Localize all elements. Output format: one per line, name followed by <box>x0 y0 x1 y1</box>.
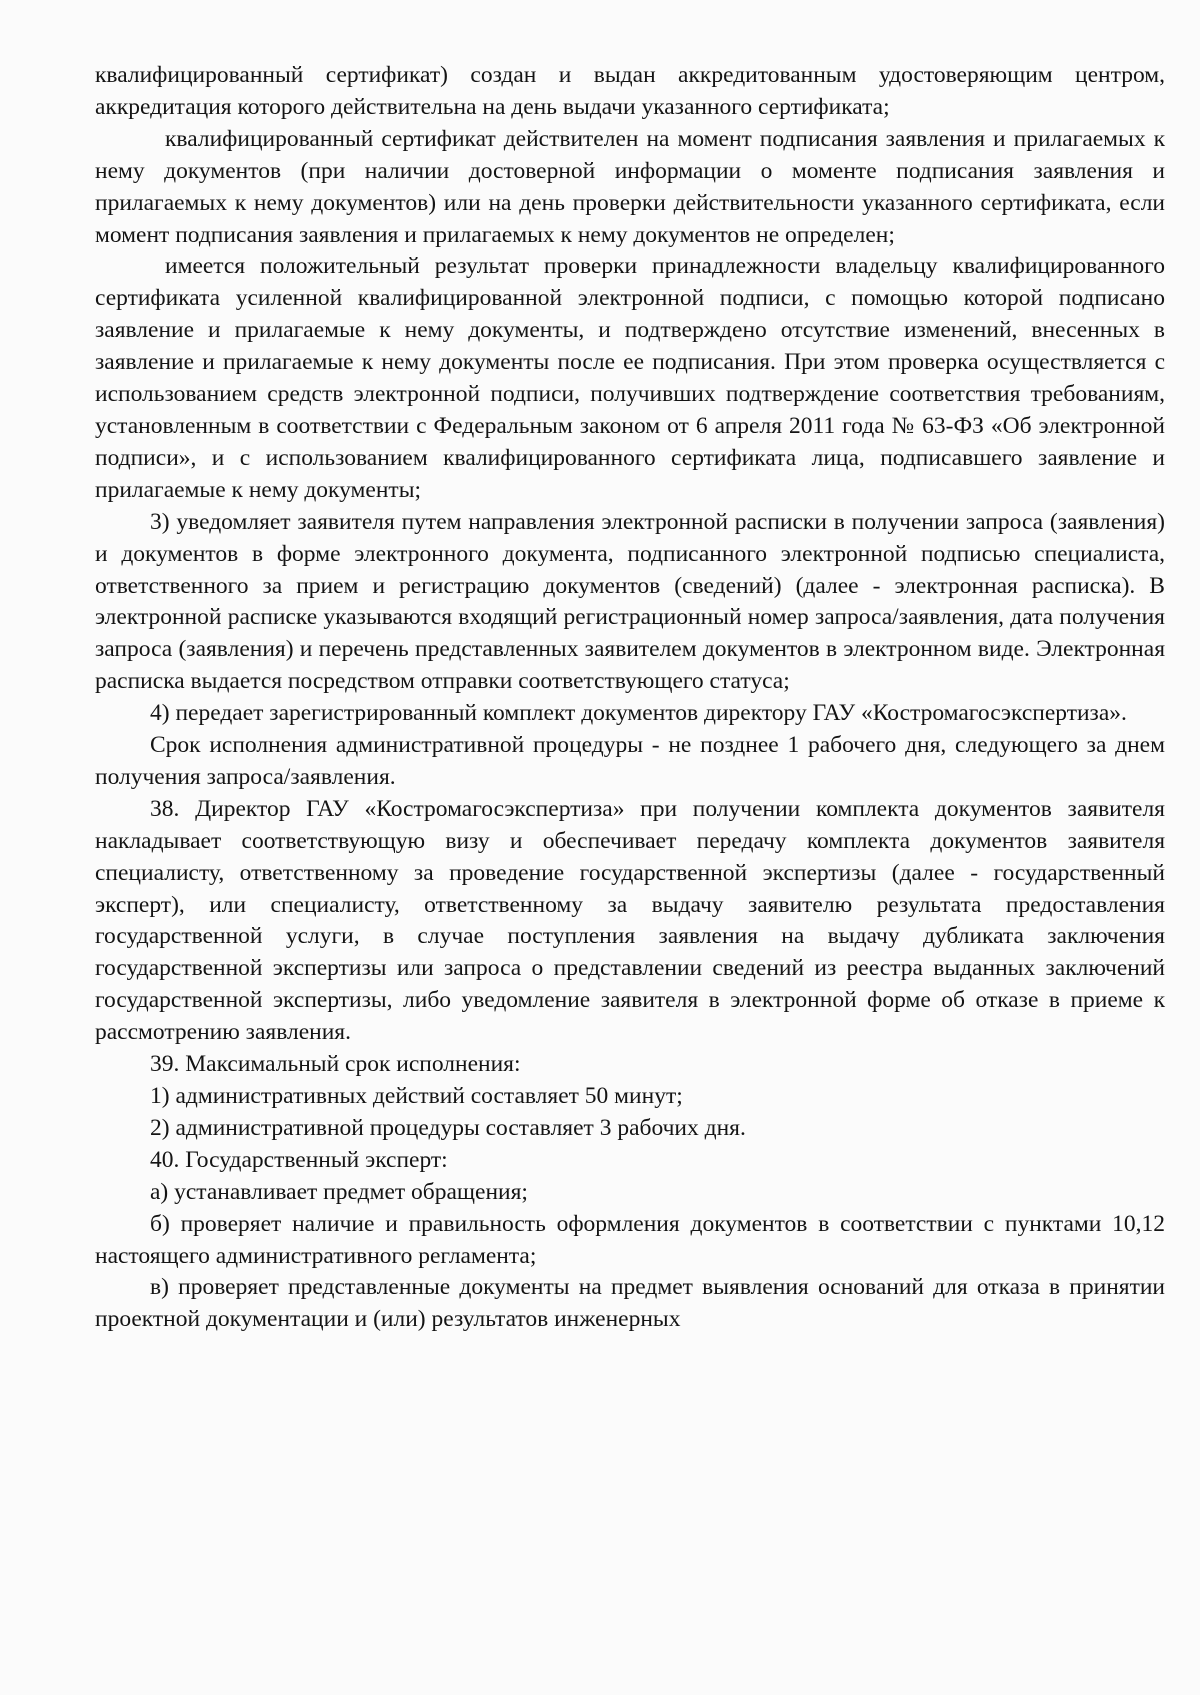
paragraph-39-max-term: 39. Максимальный срок исполнения: <box>150 1051 521 1078</box>
document-body <box>95 60 1165 1336</box>
paragraph-certificate-issued: квалифицированный сертификат) создан и выдан аккредитованным удостоверяющим центром, аккредитация которого действительна на день выдачи указанного сертификата; <box>95 62 1165 120</box>
paragraph-deadline: Срок исполнения административной процедуры - не позднее 1 рабочего дня, следующего за днем получения запроса/заявления. <box>95 732 1165 790</box>
paragraph-39-item-2: 2) административной процедуры составляет 3 рабочих дня. <box>150 1114 746 1141</box>
paragraph-signature-check: имеется положительный результат проверки принадлежности владельцу квалифицированного сертификата усиленной квалифицированной электронной подписи, с помощью которой подписано заявление и прилагаемые к нему документы, и подтверждено отсутствие изменений, внесенных в заявление и прилагаемые к нему документы после ее подписания. При этом проверка осуществляется с использованием средств электронной подписи, получивших подтверждение соответствия требованиям, установленным в соответствии с Федеральным законом от 6 апреля 2011 года № 63-ФЗ «Об электронной подписи», и с использованием квалифицированного сертификата лица, подписавшего заявление и прилагаемые к нему документы; <box>95 253 1165 503</box>
paragraph-item-3-notify: 3) уведомляет заявителя путем направления электронной расписки в получении запроса (заявления) и документов в форме электронного документа, подписанного электронной подписью специалиста, ответственного за прием и регистрацию документов (сведений) (далее - электронная расписка). В электронной расписке указываются входящий регистрационный номер запроса/заявления, дата получения запроса (заявления) и перечень представленных заявителем документов в электронном виде. Электронная расписка выдается посредством отправки соответствующего статуса; <box>95 508 1165 695</box>
paragraph-40-item-v: в) проверяет представленные документы на предмет выявления оснований для отказа в принятии проектной документации и (или) результатов инженерных <box>95 1274 1165 1333</box>
paragraph-40-item-a: а) устанавливает предмет обращения; <box>150 1178 528 1205</box>
paragraph-39-item-1: 1) административных действий составляет 50 минут; <box>150 1083 683 1109</box>
paragraph-40-item-b: б) проверяет наличие и правильность оформления документов в соответствии с пунктами 10,12 настоящего административного регламента; <box>95 1210 1165 1269</box>
paragraph-item-4-transfer: 4) передает зарегистрированный комплект документов директору ГАУ «Костромагосэкспертиза». <box>150 700 1127 727</box>
paragraph-certificate-valid: квалифицированный сертификат действителен на момент подписания заявления и прилагаемых к нему документов (при наличии достоверной информации о моменте подписания заявления и прилагаемых к нему документов) или на день проверки действительности указанного сертификата, если момент подписания заявления и прилагаемых к нему документов не определен; <box>95 125 1165 248</box>
paragraph-38-director: 38. Директор ГАУ «Костромагосэкспертиза» при получении комплекта документов заявителя накладывает соответствующую визу и обеспечивает передачу комплекта документов заявителя специалисту, ответственному за проведение государственной экспертизы (далее - государственный эксперт), или специалисту, ответственному за выдачу заявителю результата предоставления государственной услуги, в случае поступления заявления на выдачу дубликата заключения государственной экспертизы или запроса о представлении сведений из реестра выданных заключений государственной экспертизы, либо уведомление заявителя в электронной форме об отказе в приеме к рассмотрению заявления. <box>95 795 1165 1046</box>
paragraph-40-expert: 40. Государственный эксперт: <box>150 1146 448 1173</box>
